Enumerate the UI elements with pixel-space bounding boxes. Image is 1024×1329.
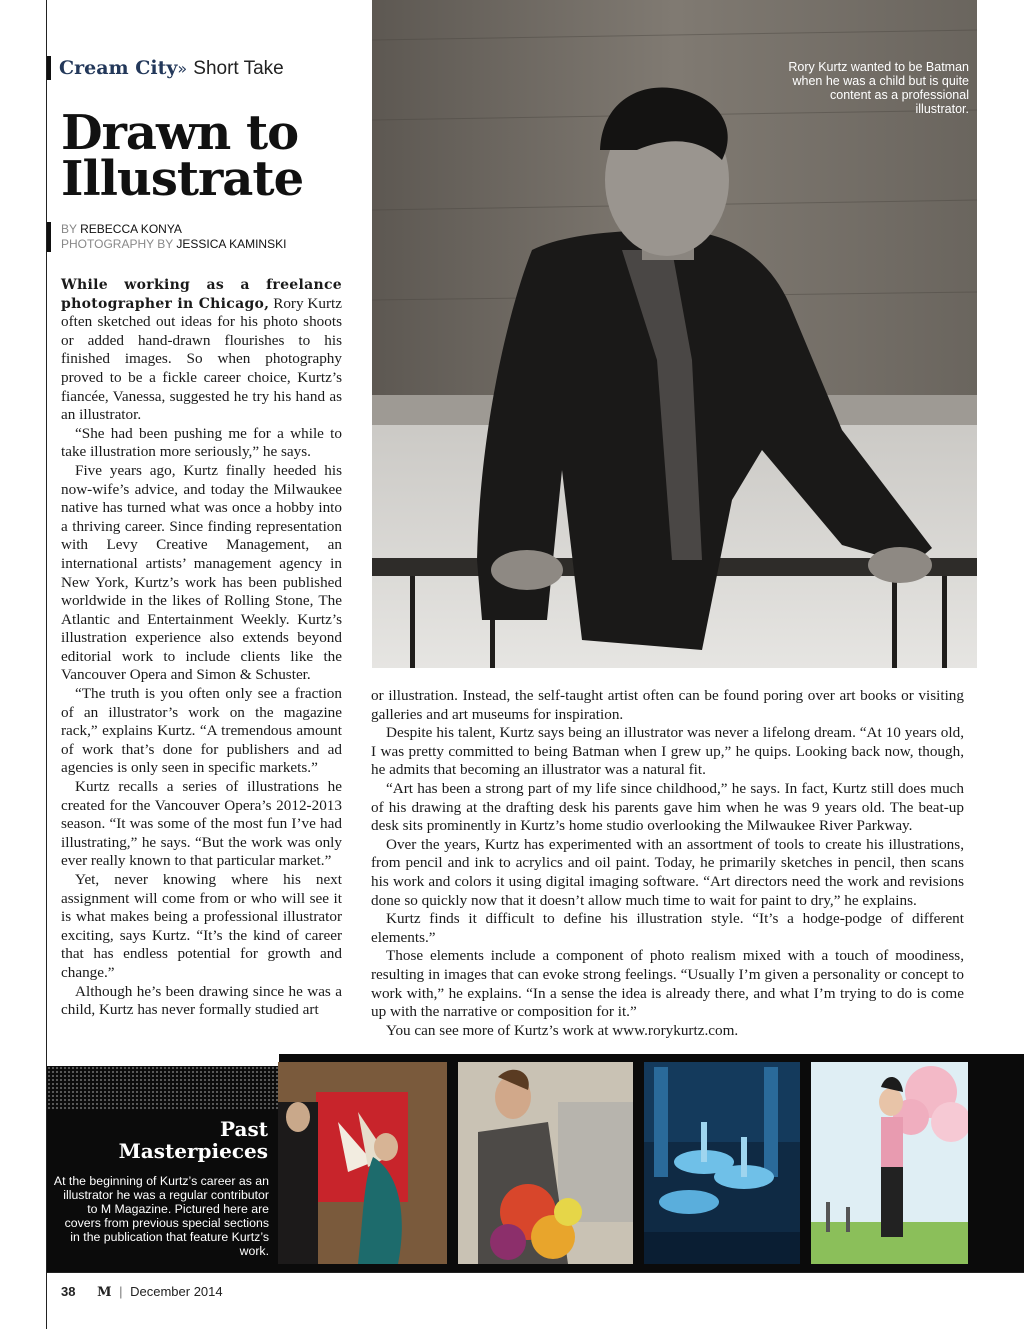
strip-top-edge <box>47 1054 279 1066</box>
article-paragraph: “Art has been a strong part of my life since childhood,” he says. In fact, Kurtz still does much of his drawing at the drafting desk his parents gave him when he was 9 years old. The beat-up desk sits prominently in Kurtz’s home studio overlooking the Milwaukee River Parkway. <box>371 779 964 835</box>
byline <box>47 222 286 252</box>
article-paragraph: Although he’s been drawing since he was a child, Kurtz has never formally studied art <box>61 982 342 1019</box>
footer-separator: | <box>119 1284 123 1299</box>
article-paragraph: Yet, never knowing where his next assignment will come from or who will see it is what makes being a professional illustrator exciting, says Kurtz. “It’s the kind of career that has endless potential for growth and change.” <box>61 871 342 981</box>
issue-date: December 2014 <box>130 1284 223 1299</box>
article-lead: While working as a freelance photographer in Chicago, <box>61 277 342 312</box>
page-number: 38 <box>61 1284 76 1299</box>
author-credit <box>61 222 286 237</box>
author-label: BY <box>61 222 81 236</box>
article-paragraph: Kurtz finds it difficult to define his illustration style. “It’s a hodge-podge of different elements.” <box>371 910 964 946</box>
article-paragraph: Despite his talent, Kurtz says being an illustrator was never a lifelong dream. “At 10 years old, I was pretty committed to being Batman when I grew up,” he quips. Looking back now, though, he admits that becoming an illustrator was a natural fit. <box>371 724 964 779</box>
article-paragraph: Kurtz recalls a series of illustrations he created for the Vancouver Opera’s 2012-2013 season. “It was some of the most fun I’ve had illustrating,” he says. “But the work was only ever really known to that particular market.” <box>61 778 342 870</box>
article-paragraph: or illustration. Instead, the self-taught artist often can be found poring over art books or visiting galleries and art museums for inspiration. <box>371 687 964 723</box>
subsection-name: Short Take <box>193 58 284 79</box>
article-column-left <box>61 276 342 1020</box>
headline-line-2: Illustrate <box>61 151 304 207</box>
footer-rule <box>47 1272 1024 1273</box>
article-paragraph: Those elements include a component of photo realism mixed with a touch of moodiness, resulting in images that can evoke strong feelings. “Usually I’m given a personality or concept to work with,” he explains. “In a sense the idea is already there, and what I’m trying to do is come up with the narrative or composition for it.” <box>371 947 964 1021</box>
cover-image-angel <box>278 1062 447 1264</box>
article-paragraph: Over the years, Kurtz has experimented with an assortment of tools to create his illustrations, from pencil and ink to acrylics and oil paint. Today, he primarily sketches in pencil, then scans his work and colors it using digital imaging software. “Art directors need the work and revisions done so quickly now that it doesn’t allow much time to wait for paint to dry,” he explains. <box>371 835 964 909</box>
article-paragraph: “She had been pushing me for a while to take illustration more seriously,” he says. <box>61 424 342 461</box>
page-footer <box>61 1284 223 1300</box>
halftone-pattern <box>47 1066 279 1110</box>
article-paragraph: You can see more of Kurtz’s work at www.rorykurtz.com. <box>386 1021 739 1039</box>
photo-caption: Rory Kurtz wanted to be Batman when he was a child but is quite content as a professional illustrator. <box>788 60 969 116</box>
gallery-title-line-2: Masterpieces <box>118 1139 268 1163</box>
section-name: Cream City <box>59 57 178 79</box>
article-paragraph: Five years ago, Kurtz finally heeded his now-wife’s advice, and today the Milwaukee native has turned what was once a hobby into a thriving career. Since finding representation with Levy Creative Management, an international artists’ management agency in New York, Kurtz’s work has been published worldwide in the likes of Rolling Stone, The Atlantic and Entertainment Weekly. Kurtz’s illustration experience also extends beyond editorial work to include clients like the Vancouver Opera and Simon & Schuster. <box>61 461 342 684</box>
cover-image-flowers <box>458 1062 633 1264</box>
headline-line-1: Drawn to <box>61 105 299 161</box>
gallery-title <box>119 1118 268 1162</box>
photographer-credit <box>61 237 286 252</box>
photographer-name: JESSICA KAMINSKI <box>176 237 287 251</box>
gallery-description: At the beginning of Kurtz’s career as an illustrator he was a regular contributor to M Magazine. Pictured here are covers from previous special sections in the publication that feature Kurtz’s work. <box>53 1174 269 1258</box>
article-paragraph: “The truth is you often only see a fraction of an illustrator’s work on the magazine rack,” explains Kurtz. “A tremendous amount of work that’s done for publishers and ad agencies is only seen in specific markets.” <box>61 685 342 777</box>
chevron-icon: » <box>177 59 188 78</box>
author-name: REBECCA KONYA <box>80 222 182 236</box>
portrait-photo <box>372 0 977 668</box>
paragraph-text: Rory Kurtz often sketched out ideas for his photo shoots or added hand-drawn flourishes to his finished images. So when photography proved to be a fickle career choice, Kurtz’s fiancée, Vanessa, suggested he try his hand as an illustrator. <box>61 294 342 424</box>
article-column-right <box>371 687 964 1040</box>
article-paragraph <box>61 276 342 425</box>
cover-image-blossom-girl <box>811 1062 968 1264</box>
photographer-label: PHOTOGRAPHY BY <box>61 237 177 251</box>
article-headline <box>61 105 361 207</box>
magazine-name: M <box>97 1285 112 1300</box>
section-kicker <box>47 56 284 80</box>
cover-image-ballet <box>644 1062 800 1264</box>
gallery-title-line-1: Past <box>220 1117 268 1141</box>
past-masterpieces-strip <box>47 1054 1024 1272</box>
